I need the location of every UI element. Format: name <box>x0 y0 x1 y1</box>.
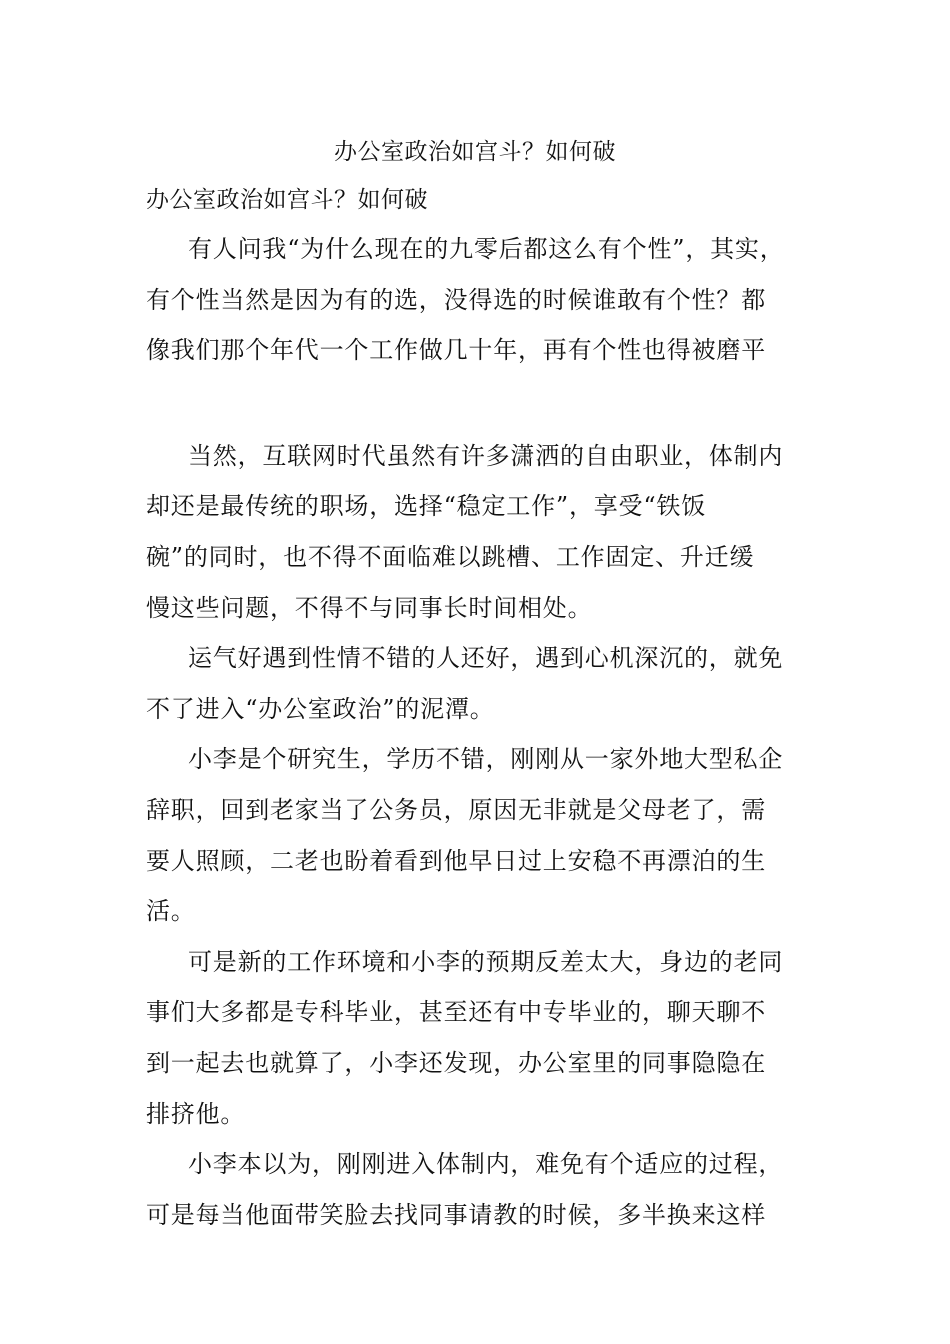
paragraph-line: 辞职，回到老家当了公务员，原因无非就是父母老了，需 <box>146 795 766 824</box>
document-subtitle: 办公室政治如宫斗？如何破 <box>146 187 428 213</box>
document-title: 办公室政治如宫斗？如何破 <box>334 139 616 165</box>
paragraph-line: 可是新的工作环境和小李的预期反差太大，身边的老同 <box>188 947 784 976</box>
paragraph-line: 当然，互联网时代虽然有许多潇洒的自由职业，体制内 <box>188 441 784 470</box>
paragraph <box>146 641 826 742</box>
paragraph-line: 事们大多都是专科毕业，甚至还有中专毕业的，聊天聊不 <box>146 998 766 1027</box>
paragraph-line: 到一起去也就算了，小李还发现，办公室里的同事隐隐在 <box>146 1048 766 1077</box>
paragraph <box>146 439 826 641</box>
paragraph-gap <box>146 384 826 439</box>
paragraph <box>146 1147 826 1248</box>
paragraph-line: 不了进入“办公室政治”的泥潭。 <box>146 694 495 723</box>
paragraph-line: 像我们那个年代一个工作做几十年，再有个性也得被磨平 <box>146 336 766 365</box>
paragraph-line: 慢这些问题，不得不与同事长时间相处。 <box>146 593 593 622</box>
paragraph <box>146 742 826 944</box>
paragraph-line: 排挤他。 <box>146 1099 246 1128</box>
paragraph-line: 活。 <box>146 897 196 926</box>
document-body <box>146 232 826 1248</box>
paragraph-line: 有人问我“为什么现在的九零后都这么有个性”，其实， <box>188 235 785 263</box>
paragraph-line: 可是每当他面带笑脸去找同事请教的时候，多半换来这样 <box>146 1200 766 1229</box>
paragraph <box>146 232 826 384</box>
paragraph-line: 小李是个研究生，学历不错，刚刚从一家外地大型私企 <box>188 745 784 774</box>
paragraph-line: 小李本以为，刚刚进入体制内，难免有个适应的过程， <box>188 1150 784 1179</box>
paragraph-line: 有个性当然是因为有的选，没得选的时候谁敢有个性？都 <box>146 285 766 314</box>
paragraph <box>146 945 826 1147</box>
paragraph-line: 却还是最传统的职场，选择“稳定工作”，享受“铁饭 <box>146 492 707 521</box>
paragraph-line: 运气好遇到性情不错的人还好，遇到心机深沉的，就免 <box>188 644 784 673</box>
paragraph-line: 要人照顾，二老也盼着看到他早日过上安稳不再漂泊的生 <box>146 846 766 875</box>
paragraph-line: 碗”的同时，也不得不面临难以跳槽、工作固定、升迁缓 <box>146 542 755 571</box>
